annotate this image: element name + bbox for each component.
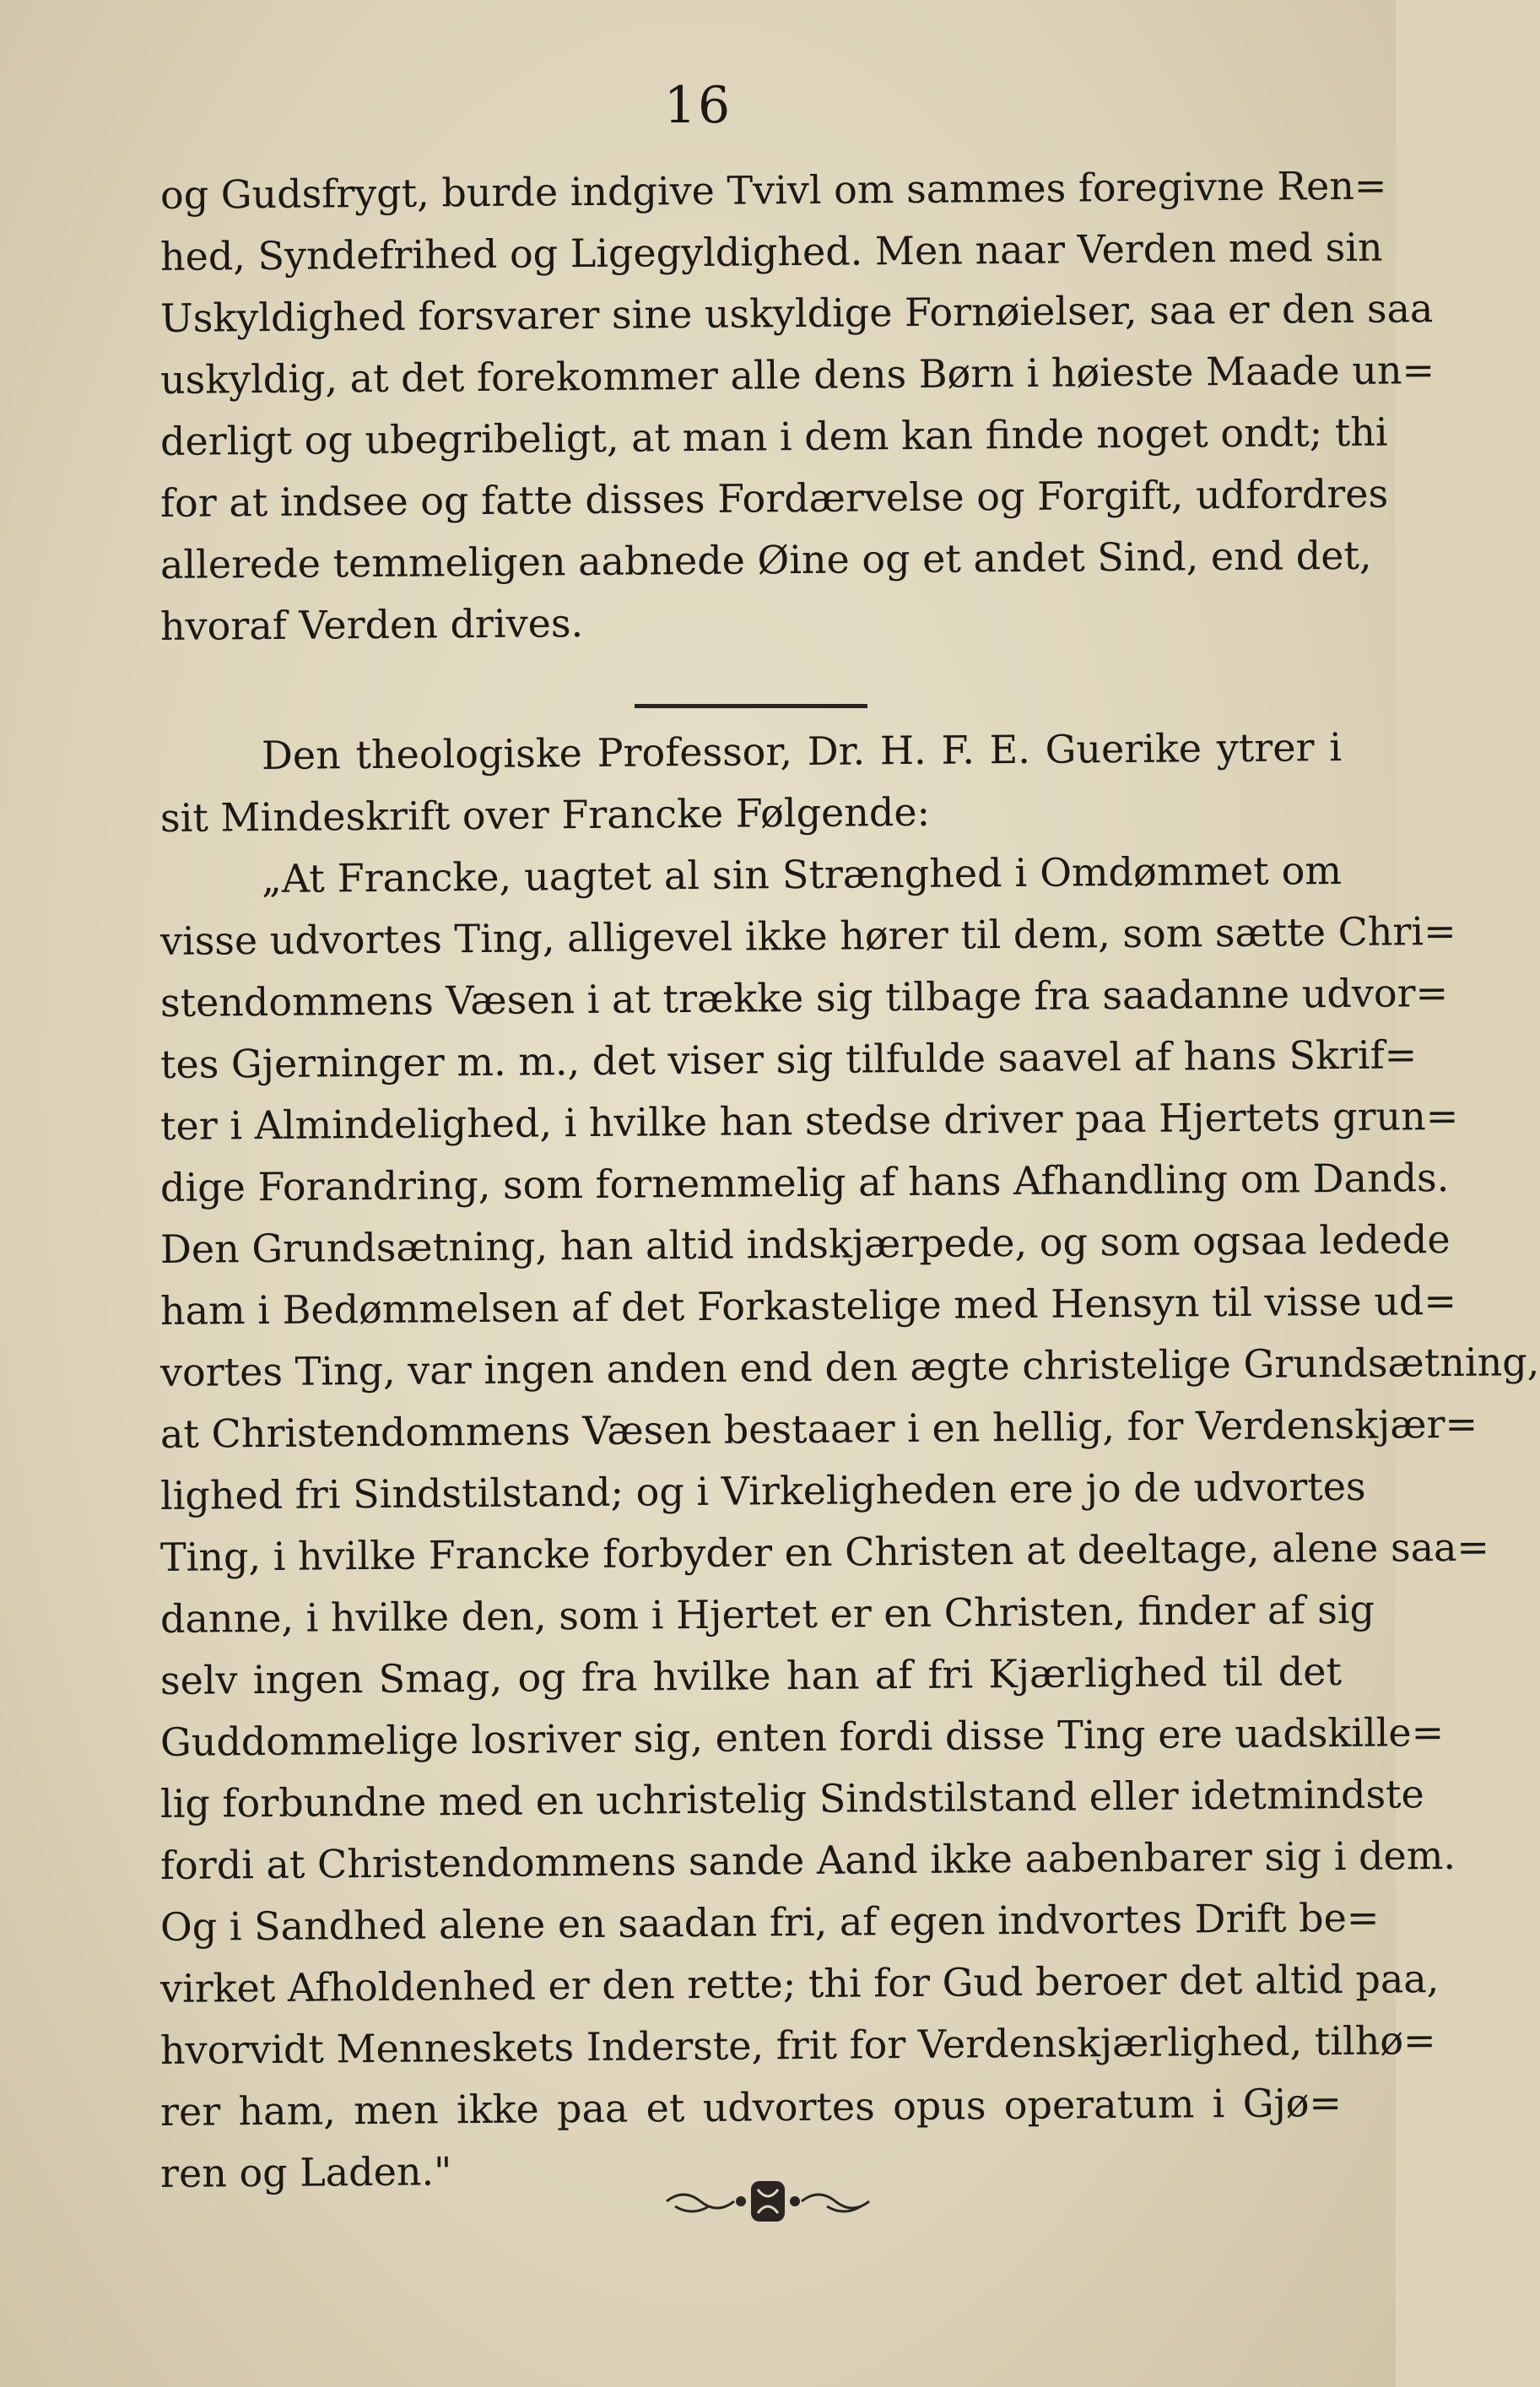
text-line: tes Gjerninger m. m., det viser sig tilfulde saavel af hans Skrif= (159, 1031, 1418, 1087)
text-line: hvoraf Verden drives. (159, 600, 584, 649)
text-line: stendommens Væsen i at trække sig tilbage fra saadanne udvor= (159, 970, 1449, 1026)
decorative-ornament-icon (658, 2169, 878, 2228)
text-line: lighed fri Sindstilstand; og i Virkeligheden ere jo de udvortes (159, 1463, 1366, 1518)
text-line: dige Forandring, som fornemmelig af hans Afhandling om Dands. (159, 1155, 1450, 1210)
text-line: Den theologiske Professor, Dr. H. F. E. Guerike ytrer i (261, 724, 1343, 779)
text-line: derligt og ubegribeligt, at man i dem kan finde noget ondt; thi (159, 409, 1388, 464)
text-line: Den Grundsætning, han altid indskjærpede, og som ogsaa ledede (159, 1215, 1451, 1272)
text-line: Guddommelige losriver sig, enten fordi disse Ting ere uadskille= (159, 1709, 1445, 1765)
text-line: hvorvidt Menneskets Inderste, frit for Verdenskjærlighed, tilhø= (159, 2017, 1436, 2073)
page-number: 16 (663, 76, 732, 135)
text-line: ter i Almindelighed, i hvilke han stedse driver paa Hjertets grun= (159, 1092, 1459, 1149)
paragraph-1 (159, 162, 1435, 658)
text-line: lig forbundne med en uchristelig Sindstilstand eller idetmindste (159, 1771, 1424, 1827)
text-line: uskyldig, at det forekommer alle dens Børn i høieste Maade un= (159, 347, 1435, 403)
text-line: selv ingen Smag, og fra hvilke han af fri Kjærlighed til det (159, 1648, 1343, 1703)
text-line: hed, Syndefrihed og Ligegyldighed. Men naar Verden med sin (159, 224, 1383, 279)
section-divider-rule (635, 704, 867, 708)
text-line: danne, i hvilke den, som i Hjertet er en Christen, finder af sig (159, 1586, 1375, 1642)
text-line: og Gudsfrygt, burde indgive Tvivl om sammes foregivne Ren= (159, 162, 1387, 218)
text-line: „At Francke, uagtet al sin Strænghed i Omdømmet om (261, 847, 1343, 902)
text-line: Uskyldighed forsvarer sine uskyldige Fornøielser, saa er den saa (159, 285, 1434, 341)
text-line: ham i Bedømmelsen af det Forkastelige med Hensyn til visse ud= (159, 1277, 1457, 1334)
text-line: sit Mindeskrift over Francke Følgende: (159, 788, 931, 841)
text-line: visse udvortes Ting, alligevel ikke hører til dem, som sætte Chri= (159, 907, 1456, 964)
text-line: vortes Ting, var ingen anden end den ægte christelige Grundsætning, (159, 1339, 1540, 1395)
text-line: for at indsee og fatte disses Fordærvelse og Forgift, udfordres (159, 470, 1389, 526)
text-line: virket Afholdenhed er den rette; thi for Gud beroer det altid paa, (159, 1956, 1440, 2011)
text-line: ren og Laden." (159, 2148, 452, 2196)
text-line: at Christendommens Væsen bestaaer i en hellig, for Verdenskjær= (159, 1400, 1478, 1457)
paragraph-2 (159, 724, 1540, 2205)
text-line: rer ham, men ikke paa et udvortes opus operatum i Gjø= (159, 2080, 1343, 2135)
text-line: fordi at Christendommens sande Aand ikke aabenbarer sig i dem. (159, 1832, 1456, 1888)
text-line: Og i Sandhed alene en saadan fri, af egen indvortes Drift be= (159, 1894, 1380, 1950)
text-line: Ting, i hvilke Francke forbyder en Christen at deeltage, alene saa= (159, 1524, 1490, 1580)
text-line: allerede temmeligen aabnede Øine og et andet Sind, end det, (159, 532, 1372, 587)
